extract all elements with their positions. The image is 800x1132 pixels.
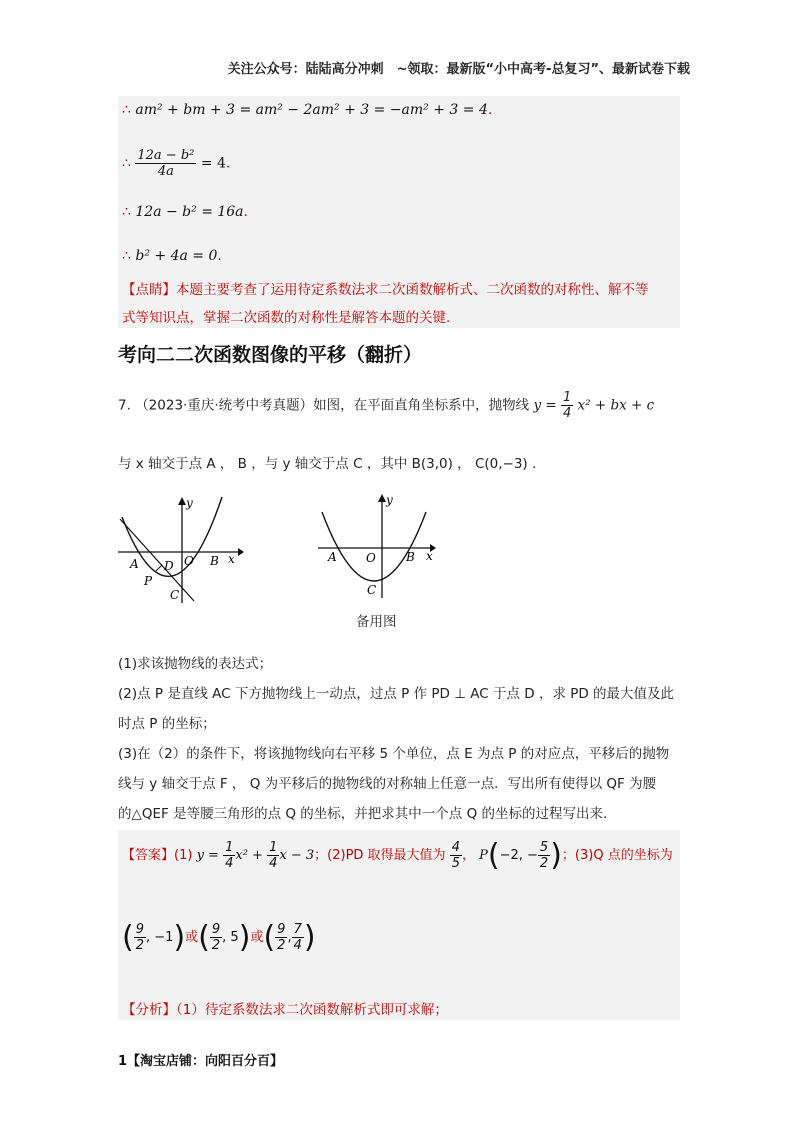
question-line-2: 与 x 轴交于点 A ， B ，与 y 轴交于点 C ，其中 B(3,0) ， C(0,−3) . [118,456,537,472]
question-part-3-line-1: (3)在（2）的条件下，将该抛物线向右平移 5 个单位，点 E 为点 P 的对应点，平移后的抛物 [118,746,670,762]
label-d: D [164,559,174,573]
fraction: $\frac{1}{4}$ [225,840,234,871]
question-part-2-line-2: 时点 P 的坐标； [118,716,216,732]
figure-2 [312,490,452,600]
page-footer: 1【淘宝店铺：向阳百分百】 [118,1054,284,1069]
label-x: x [426,549,433,563]
solution-line-1: ∴ am² + bm + 3 = am² − 2am² + 3 = −am² + 3 = 4. [122,102,493,118]
label-y: y [186,496,193,510]
figure-1 [110,495,250,605]
label-y: y [386,493,393,507]
label-c: C [367,583,377,597]
x-axis-arrow [238,548,244,556]
label-c: C [170,588,180,602]
answer-line-1: 【答案】(1) y = $\frac{1}{4}$ x² + $\frac{1}{4}$ x − 3；(2)PD 取得最大值为 $\frac{4}{5}$ ， P(−2, − $\frac{5}{2}$ )；(3)Q 点的坐标为 [122,838,673,873]
label-o: O [184,554,194,568]
solution-line-3: ∴ 12a − b² = 16a. [122,204,248,220]
dianjing-line-1: 【点睛】本题主要考查了运用待定系数法求二次函数解析式、二次函数的对称性、解不等 [122,282,649,298]
question-part-1: (1)求该抛物线的表达式； [118,656,273,672]
fraction: $\frac{\text{12a − b²}}{4a}$ [137,148,195,179]
fraction: $\frac{5}{2}$ [539,840,549,871]
label-x: x [228,552,235,566]
parabola [322,512,426,581]
section-title: 考向二二次函数图像的平移（翻折） [118,344,423,366]
label-a: A [130,557,139,571]
question-line-1: 7. （2023·重庆·统考中考真题）如图，在平面直角坐标系中，抛物线 y = $\frac{1}{4}$ x² + bx + c [118,390,655,421]
fraction: $\frac{1}{4}$ [269,840,278,871]
fraction: $\frac{9}{2}$ [211,922,221,953]
analysis-line: 【分析】（1）待定系数法求二次函数解析式即可求解； [122,1002,448,1018]
answer-line-2: ( $\frac{9}{2}$ , −1)或( $\frac{9}{2}$ , 5)或( $\frac{9}{2}$ , $\frac{7}{4}$ ) [122,920,316,955]
label-a: A [328,550,337,564]
label-o: O [366,551,376,565]
fraction: $\frac{1}{4}$ [562,390,572,421]
fraction: $\frac{9}{2}$ [277,922,286,953]
y-axis-arrow [178,497,186,505]
label-b: B [406,550,415,564]
fraction: $\frac{4}{5}$ [451,840,460,871]
label-b: B [210,554,219,568]
label-p: P [144,574,153,588]
y-axis-arrow [378,494,386,502]
fraction: $\frac{7}{4}$ [293,922,302,953]
solution-line-2: ∴ $\frac{\text{12a − b²}}{4a}$ = 4. [122,148,231,179]
analysis-label: 【分析】 [122,1002,176,1018]
question-part-3-line-3: 的△QEF 是等腰三角形的点 Q 的坐标，并把求其中一个点 Q 的坐标的过程写出来. [118,806,608,822]
backup-figure-label: 备用图 [356,614,397,630]
fraction: $\frac{9}{2}$ [135,922,144,953]
question-part-3-line-2: 线与 y 轴交于点 F ， Q 为平移后的抛物线的对称轴上任意一点．写出所有使得以 QF 为腰 [118,776,657,792]
segment-pd [156,565,162,571]
solution-line-4: ∴ b² + 4a = 0. [122,248,222,264]
dianjing-label: 【点睛】 [122,282,176,298]
dianjing-line-2: 式等知识点，掌握二次函数的对称性是解答本题的关键. [122,310,451,326]
page-header: 关注公众号：陆陆高分冲刺 ~领取：最新版“小中高考-总复习”、最新试卷下载 [227,62,690,77]
question-part-2-line-1: (2)点 P 是直线 AC 下方抛物线上一动点，过点 P 作 PD ⊥ AC 于点 D ，求 PD 的最大值及此 [118,686,675,702]
answer-label: 【答案】 [122,848,175,863]
